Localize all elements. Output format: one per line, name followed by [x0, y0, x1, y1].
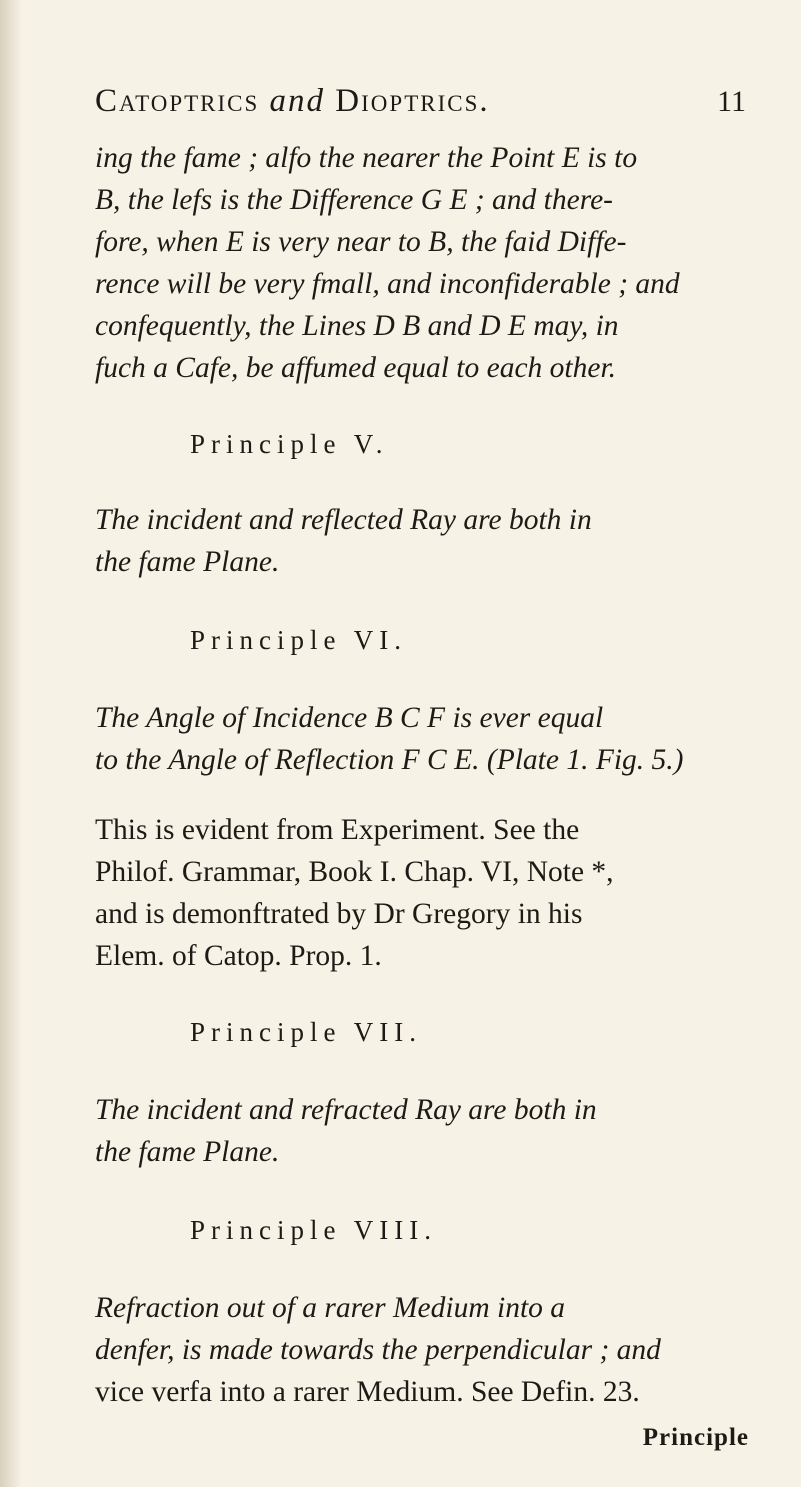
text-line: The Angle of Incidence B C F is ever equal: [95, 702, 604, 734]
text-line: denfer, is made towards the perpendicular ; and: [95, 1334, 661, 1366]
gutter-shadow: [0, 0, 22, 1487]
running-head-part1: Catoptrics: [95, 83, 260, 119]
text-line: B, the lefs is the Difference G E ; and there-: [95, 184, 614, 216]
text-line: fore, when E is very near to B, the faid Diffe-: [95, 226, 627, 258]
text-line: ing the fame ; alfo the nearer the Point E is to: [95, 142, 638, 174]
text-line: rence will be very fmall, and inconfiderable ; and: [95, 268, 680, 300]
text-line: the fame Plane.: [95, 1136, 280, 1168]
running-head: [95, 83, 745, 123]
running-head-and: and: [269, 83, 326, 119]
text-line: This is evident from Experiment. See the: [95, 814, 580, 846]
principle-heading: Principle V.: [190, 429, 389, 459]
text-line: Elem. of Catop. Prop. 1.: [95, 940, 382, 972]
running-head-part2: Dioptrics.: [335, 83, 490, 119]
text-line: Refraction out of a rarer Medium into a: [95, 1292, 566, 1324]
text-line: Philof. Grammar, Book I. Chap. VI, Note *,: [95, 856, 614, 888]
principle-heading: Principle VI.: [190, 625, 407, 655]
text-line: The incident and refracted Ray are both in: [95, 1094, 597, 1126]
text-line: and is demonftrated by Dr Gregory in his: [95, 898, 583, 930]
principle-heading: Principle VIII.: [190, 1215, 437, 1245]
principle-heading: Principle VII.: [190, 1017, 422, 1047]
text-line: The incident and reflected Ray are both in: [95, 504, 592, 536]
text-line: fuch a Cafe, be affumed equal to each other.: [95, 352, 617, 384]
text-line: to the Angle of Reflection F C E. (Plate 1. Fig. 5.): [95, 744, 684, 776]
catchword: Principle: [642, 1424, 749, 1451]
text-line: the fame Plane.: [95, 546, 280, 578]
text-line: confequently, the Lines D B and D E may, in: [95, 310, 619, 342]
text-line: vice verfa into a rarer Medium. See Defin. 23.: [95, 1376, 640, 1408]
page-number: 11: [717, 85, 746, 118]
